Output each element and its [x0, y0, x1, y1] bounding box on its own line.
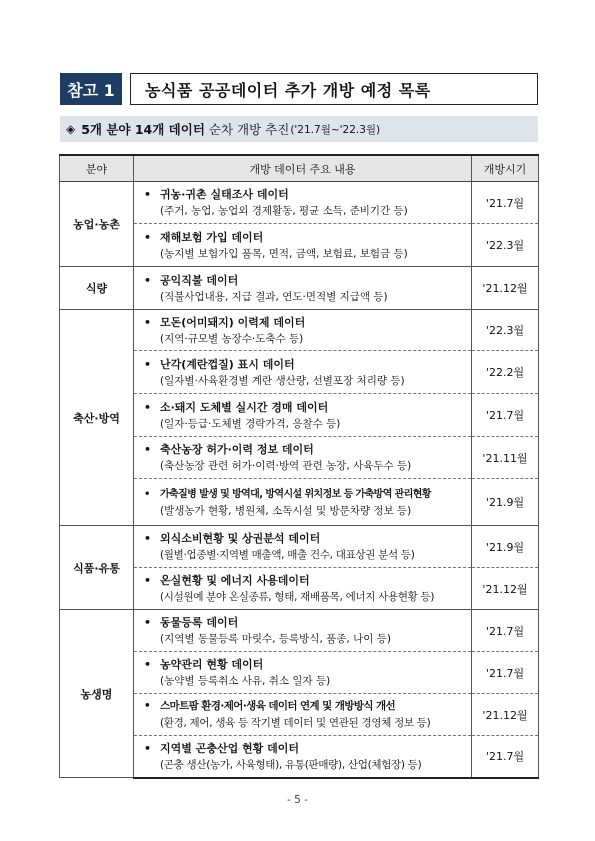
date-cell: '21.7월 [472, 394, 539, 437]
item-desc: (직불사업내용, 지급 결과, 연도·면적별 지급액 등) [160, 290, 388, 303]
bullet-icon: • [144, 443, 152, 456]
date-cell: '21.9월 [472, 479, 539, 526]
date-cell: '21.12월 [472, 694, 539, 736]
reference-label: 참고 1 [60, 73, 122, 105]
item-title: 재해보험 가입 데이터 [160, 230, 264, 244]
item-title: 공익직불 데이터 [160, 273, 239, 287]
item-desc: (일자별·사육환경별 계란 생산량, 선별포장 처리량 등) [160, 374, 405, 387]
category-cell: 축산·방역 [60, 310, 134, 526]
item-cell [134, 694, 472, 736]
date-cell: '21.12월 [472, 568, 539, 610]
item-cell [134, 568, 472, 610]
item-desc: (환경, 제어, 생육 등 작기별 데이터 및 연관된 경영체 정보 등) [160, 717, 431, 729]
item-cell [134, 267, 472, 310]
category-cell: 농생명 [60, 610, 134, 778]
item-desc: (월별·업종별·지역별 매출액, 매출 건수, 대표상권 분석 등) [160, 549, 415, 561]
item-cell [134, 310, 472, 351]
date-cell: '21.7월 [472, 736, 539, 778]
item-title: 소·돼지 도체별 실시간 경매 데이터 [160, 400, 329, 414]
item-desc: (시설원예 분야 온실종류, 형태, 재배품목, 에너지 사용현황 등) [160, 591, 435, 603]
table-row [60, 610, 539, 652]
item-title: 외식소비현황 및 상권분석 데이터 [160, 532, 321, 545]
category-cell: 농업·농촌 [60, 182, 134, 267]
summary-text: 순차 개방 추진 [208, 122, 290, 137]
date-cell: '21.7월 [472, 652, 539, 694]
item-desc: (농약별 등록취소 사유, 취소 일자 등) [160, 675, 331, 687]
item-cell [134, 610, 472, 652]
bullet-icon: • [144, 273, 152, 287]
date-cell: '21.7월 [472, 182, 539, 224]
table-row [60, 267, 539, 310]
bullet-icon: • [144, 700, 151, 712]
date-cell: '22.3월 [472, 224, 539, 267]
item-title: 난각(계란껍질) 표시 데이터 [160, 357, 295, 371]
bullet-icon: • [144, 741, 152, 755]
table-row [60, 310, 539, 351]
open-data-table [59, 154, 539, 779]
date-cell: '22.3월 [472, 310, 539, 351]
item-title: 귀농·귀촌 실태조사 데이터 [160, 188, 289, 201]
item-cell [134, 224, 472, 267]
item-cell [134, 736, 472, 778]
column-header-content: 개방 데이터 주요 내용 [134, 155, 472, 182]
bullet-icon: • [144, 230, 152, 244]
bullet-icon: • [144, 532, 152, 545]
summary-period: ('21.7월~'22.3월) [290, 123, 381, 136]
item-cell [134, 437, 472, 479]
date-cell: '21.11월 [472, 437, 539, 479]
item-title: 동물등록 데이터 [160, 616, 239, 629]
diamond-icon: ◈ [66, 122, 76, 136]
item-desc: (농지별 보험가입 품목, 면적, 금액, 보험료, 보험금 등) [160, 247, 408, 260]
item-desc: (주거, 농업, 농업외 경제활동, 평균 소득, 준비기간 등) [160, 205, 408, 217]
item-title: 스마트팜 환경·제어·생육 데이터 연계 및 개방방식 개선 [160, 700, 396, 712]
table-header-row [60, 155, 539, 182]
category-cell: 식품·유통 [60, 526, 134, 610]
date-cell: '22.2월 [472, 351, 539, 394]
bullet-icon: • [144, 616, 152, 629]
page-title: 농식품 공공데이터 추가 개방 예정 목록 [130, 73, 538, 105]
item-title: 모돈(어미돼지) 이력제 데이터 [160, 315, 306, 329]
column-header-date: 개방시기 [472, 155, 539, 182]
page-number: - 5 - [287, 794, 308, 806]
item-desc: (축산농장 관련 허가·이력·방역 관련 농장, 사육두수 등) [160, 460, 412, 472]
column-header-category: 분야 [60, 155, 134, 182]
table-row [60, 526, 539, 568]
summary-bold-text: 5개 분야 14개 데이터 [81, 122, 205, 137]
item-title: 농약관리 현황 데이터 [160, 658, 264, 671]
bullet-icon: • [144, 400, 152, 414]
bullet-icon: • [144, 658, 152, 671]
item-title: 지역별 곤충산업 현황 데이터 [160, 741, 299, 755]
item-cell [134, 479, 472, 526]
item-cell [134, 351, 472, 394]
bullet-icon: • [144, 315, 152, 329]
item-cell [134, 182, 472, 224]
item-cell [134, 652, 472, 694]
date-cell: '21.9월 [472, 526, 539, 568]
bullet-icon: • [144, 574, 152, 587]
date-cell: '21.7월 [472, 610, 539, 652]
item-title: 온실현황 및 에너지 사용데이터 [160, 574, 310, 587]
bullet-icon: • [144, 188, 152, 201]
bullet-icon: • [144, 357, 152, 371]
table-row [60, 182, 539, 224]
item-desc: (곤충 생산(농가, 사육형태), 유통(판매량), 산업(체험장) 등) [160, 758, 422, 771]
page-header [60, 73, 538, 105]
item-desc: (발생농가 현황, 병원체, 소독시설 및 방문차량 정보 등) [160, 504, 412, 517]
category-cell: 식량 [60, 267, 134, 310]
item-cell [134, 526, 472, 568]
item-cell [134, 394, 472, 437]
item-desc: (지역·규모별 농장수·도축수 등) [160, 332, 304, 345]
summary-bar [60, 116, 538, 142]
bullet-icon: • [144, 488, 150, 500]
item-desc: (일자·등급·도체별 경락가격, 응찰수 등) [160, 417, 341, 430]
item-title: 가축질병 발생 및 방역대, 방역시설 위치정보 등 가축방역 관리현황 [160, 488, 431, 500]
item-desc: (지역별 동물등록 마릿수, 등록방식, 품종, 나이 등) [160, 633, 391, 645]
date-cell: '21.12월 [472, 267, 539, 310]
item-title: 축산농장 허가·이력 정보 데이터 [160, 443, 314, 456]
